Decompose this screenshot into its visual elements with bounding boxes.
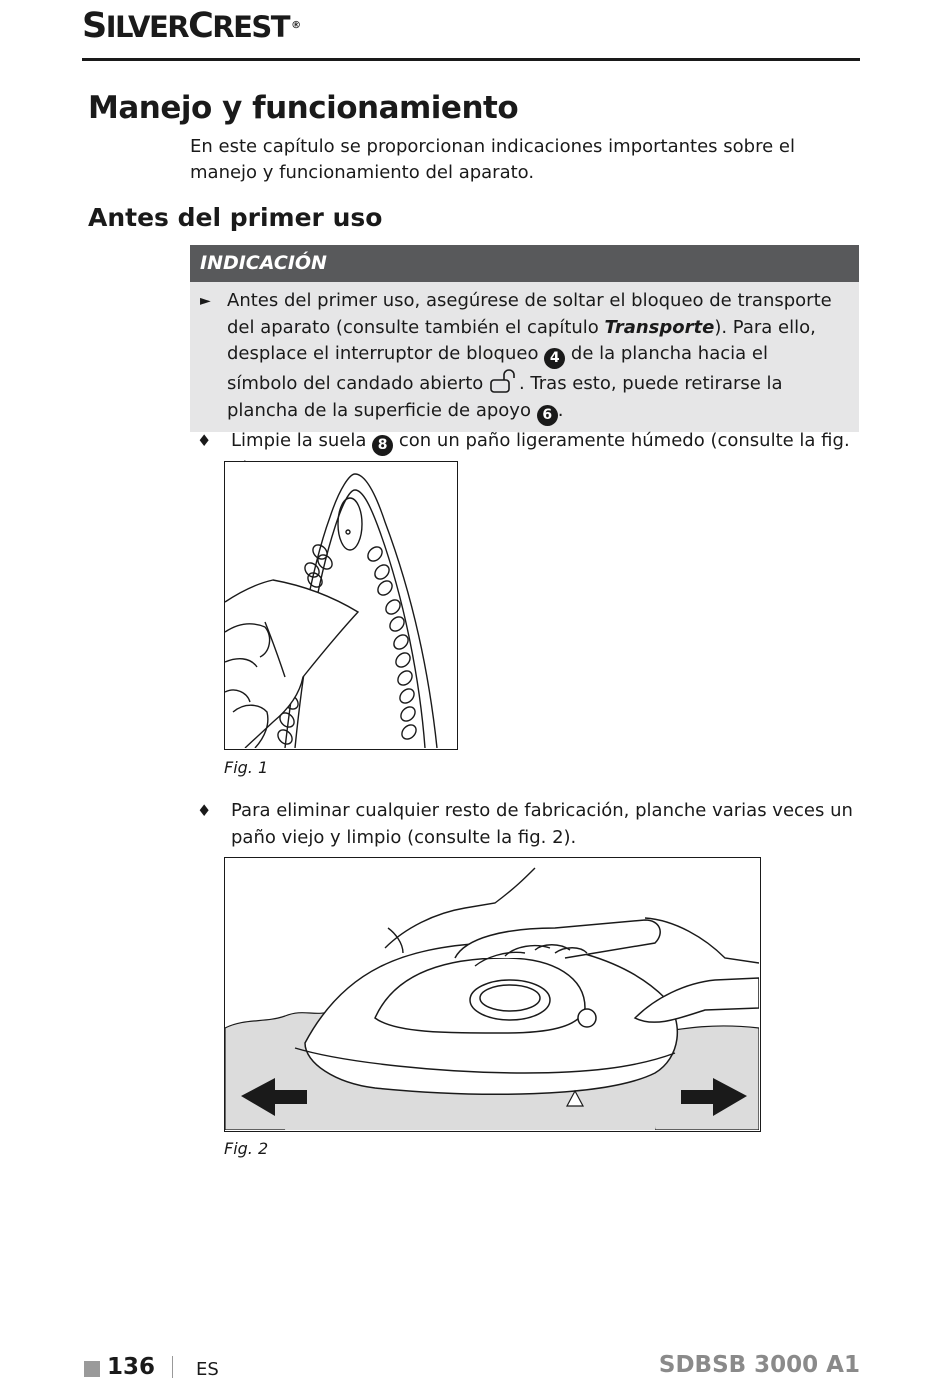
subsection-title: Antes del primer uso [88,203,383,232]
step-item: ♦ Limpie la suela 8 con un paño ligeramente húmedo (consulte la fig. [197,428,859,483]
iron-soleplate-cleaning-illustration [224,461,458,750]
chapter-reference: Transporte [604,316,715,338]
part-number-badge: 8 [372,435,393,456]
diamond-bullet-icon: ♦ [197,431,212,450]
page-footer [0,1350,950,1382]
step-item: ♦ Para eliminar cualquier resto de fabricación, planche varias veces un paño viejo y limpio (consulte la fig. 2). [197,800,853,848]
arrow-bullet-icon: ► [200,293,211,309]
figure-caption: Fig. 1 [224,758,269,777]
figure-caption: Fig. 2 [224,1139,269,1158]
section-title: Manejo y funcionamiento [88,90,519,126]
note-box [190,245,859,432]
ironing-cloth-illustration [224,857,761,1132]
part-number-badge: 4 [544,348,565,369]
open-padlock-icon [489,369,519,393]
brand-logo: SILVERCREST ® [82,6,302,46]
part-number-badge: 6 [537,405,558,426]
diamond-bullet-icon: ♦ [197,801,212,820]
language-code: ES [196,1359,219,1380]
page-marker-square-icon [84,1361,100,1377]
intro-paragraph: En este capítulo se proporcionan indicaciones importantes sobre el manejo y funcionamiento del aparato. [190,136,795,183]
note-heading: INDICACIÓN [190,245,859,282]
page-number: 136 [107,1354,156,1380]
header-rule [82,58,860,61]
model-number: SDBSB 3000 A1 [658,1352,860,1378]
footer-separator [172,1356,173,1378]
note-body: ► Antes del primer uso, asegúrese de soltar el bloqueo de transporte del aparato (consulte también el capítulo Transporte). Para ello, desplace el interruptor de bloqueo 4 de la plancha hacia el símbolo del candado abierto . Tras esto, puede retirarse la plancha de la superficie de apoyo 6 . [190,282,859,432]
